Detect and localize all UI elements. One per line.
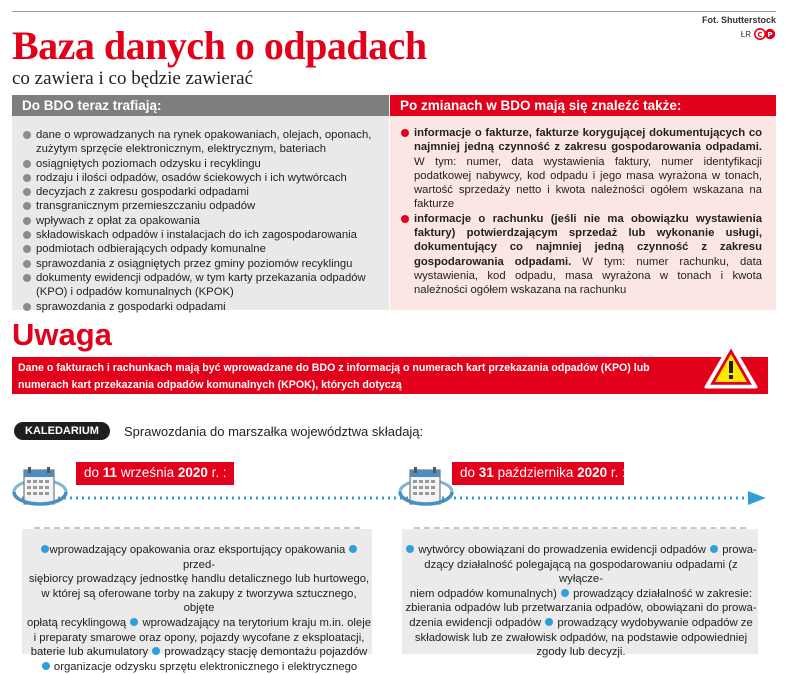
calendar-panel-1-text (26, 543, 372, 674)
list-item: rodzaju i ilości odpadów, osadów ściekowych i ich wytwórcach (22, 171, 382, 185)
panel-line: zgody lub decyzji. (536, 646, 626, 659)
bullet-icon (23, 303, 31, 311)
panel-line: wprowadzający opakowania oraz eksportujący opakowania przed- (26, 543, 372, 572)
list-item: informacje o fakturze, fakturze korygującej dokumentujących co najmniej jedną czynność z zakresu gospodarowania odpadami. W tym: numer, data wystawienia faktury, numer identyfikacji podatkowej nabywcy, kod odpadu i jego masa wyrażona w tonach, wartość sprzedaży netto i kwota należności ogółem wskazana na fakturze (400, 126, 762, 212)
bullet-icon (710, 545, 718, 553)
panel-line: niem odpadów komunalnych) prowadzący działalność w zakresie: (409, 587, 753, 600)
bullet-icon (349, 545, 357, 553)
list-item: wpływach z opłat za opakowania (22, 214, 382, 228)
left-box-heading: Do BDO teraz trafiają: (22, 98, 162, 113)
calendar-icon (398, 462, 454, 514)
panel-line: siębiorcy prowadzący jednostkę handlu detalicznego lub hurtowego, (28, 573, 370, 586)
bullet-icon (561, 589, 569, 597)
list-item: decyzjach z zakresu gospodarki odpadami (22, 185, 382, 199)
publisher-logo (741, 28, 776, 40)
page-title: Baza danych o odpadach (12, 23, 427, 68)
list-item: sprawozdania z osiągniętych przez gminy poziomów recyklingu (22, 257, 382, 271)
calendar-intro: Sprawozdania do marszałka województwa składają: (124, 424, 424, 439)
bullet-icon (23, 174, 31, 182)
warning-line-1: Dane o fakturach i rachunkach mają być wprowadzane do BDO z informacją o numerach kart przekazania odpadów (KPO) lub (18, 362, 650, 374)
panel-line: organizacje odzysku sprzętu elektronicznego i elektrycznego (26, 660, 372, 674)
deadline-tag-1 (76, 462, 234, 485)
calendar-label: KALEDARIUM (14, 422, 110, 440)
deadline-tag-2 (452, 462, 624, 485)
logo-badge-icon (754, 28, 776, 40)
right-box-heading: Po zmianach w BDO mają się znaleźć także: (400, 98, 682, 113)
calendar-icon (12, 462, 68, 514)
top-rule (12, 11, 776, 12)
deadline-text-2: do 31 października 2020 r. : (460, 465, 626, 480)
bullet-icon (23, 202, 31, 210)
page-subtitle: co zawiera i co będzie zawierać (12, 68, 254, 89)
bullet-icon (23, 260, 31, 268)
bullet-icon (23, 231, 31, 239)
bullet-icon (401, 129, 409, 137)
list-item: składowiskach odpadów i instalacjach do ich zagospodarowania (22, 228, 382, 242)
bullet-icon (23, 188, 31, 196)
left-box-list (22, 128, 382, 314)
photo-credit: Fot. Shutterstock (701, 15, 776, 25)
deadline-text-1: do 11 września 2020 r. : (84, 465, 227, 480)
svg-text:P: P (767, 31, 773, 39)
panel-line: baterie lub akumulatory prowadzący stację demontażu pojazdów (30, 646, 368, 659)
warning-bar (12, 357, 768, 394)
left-box-header (12, 95, 389, 116)
timeline-arrow (22, 488, 768, 508)
calendar-panel-2-text (404, 543, 758, 660)
bullet-icon (23, 274, 31, 282)
right-box-list (400, 126, 762, 298)
bullet-icon (23, 131, 31, 139)
bullet-icon (152, 647, 160, 655)
warning-triangle-icon (704, 342, 758, 390)
bullet-icon (41, 545, 49, 553)
bullet-icon (23, 160, 31, 168)
panel-line: zbierania odpadów lub przetwarzania odpadów, obowiązani do prowa- (405, 602, 757, 615)
bullet-icon (23, 245, 31, 253)
right-box-header (390, 95, 776, 116)
bullet-icon (23, 217, 31, 225)
panel-line: dzenia ewidencji odpadów prowadzący wydobywanie odpadów ze (409, 616, 753, 629)
panel-line: wytwórcy obowiązani do prowadzenia ewidencji odpadów prowa- (404, 543, 758, 558)
list-item: osiągniętych poziomach odzysku i recyklingu (22, 157, 382, 171)
svg-text:C: C (757, 31, 763, 39)
warning-line-2: numerach kart przekazania odpadów komunalnych (KPOK), których dotyczą (18, 379, 402, 391)
list-item: dane o wprowadzanych na rynek opakowaniach, olejach, oponach, zużytym sprzęcie elektronicznym, elektrycznym, bateriach (22, 128, 382, 157)
logo-prefix: ŁR (740, 29, 751, 39)
warning-title: Uwaga (12, 317, 112, 352)
panel-line: i preparaty smarowe oraz opony, pojazdy wycofane z eksploatacji, (33, 631, 365, 644)
panel-line: dzący działalność polegającą na gospodarowaniu odpadami (z wyłącze- (424, 558, 738, 586)
bullet-icon (545, 618, 553, 626)
bullet-icon (401, 215, 409, 223)
bullet-icon (130, 618, 138, 626)
bullet-icon (406, 545, 414, 553)
panel-line: składowisk lub ze zwałowisk odpadów, na podstawie odpowiedniej (414, 631, 748, 644)
panel-line: opłatą recyklingową wprowadzający na terytorium kraju m.in. oleje (26, 616, 372, 629)
panel-line: w której są oferowane torby na zakupy z tworzywa sztucznego, objęte (41, 587, 357, 615)
list-item: podmiotach odbierających odpady komunalne (22, 242, 382, 256)
list-item: transgranicznym przemieszczaniu odpadów (22, 199, 382, 213)
list-item: dokumenty ewidencji odpadów, w tym karty przekazania odpadów (KPO) i odpadów komunalnych (KPOK) (22, 271, 382, 300)
list-item: informacje o rachunku (jeśli nie ma obowiązku wystawienia faktury) potwierdzającym sprzedaż lub wykonanie usługi, dokumentujący co najmniej jedną czynność z zakresu gospodarowania odpadami. W tym: numer rachunku, data wystawienia, kod odpadu, masa wyrażona w tonach i kwota należności ogółem wskazana na rachunku (400, 212, 762, 298)
list-item: sprawozdania z gospodarki odpadami (22, 300, 382, 314)
